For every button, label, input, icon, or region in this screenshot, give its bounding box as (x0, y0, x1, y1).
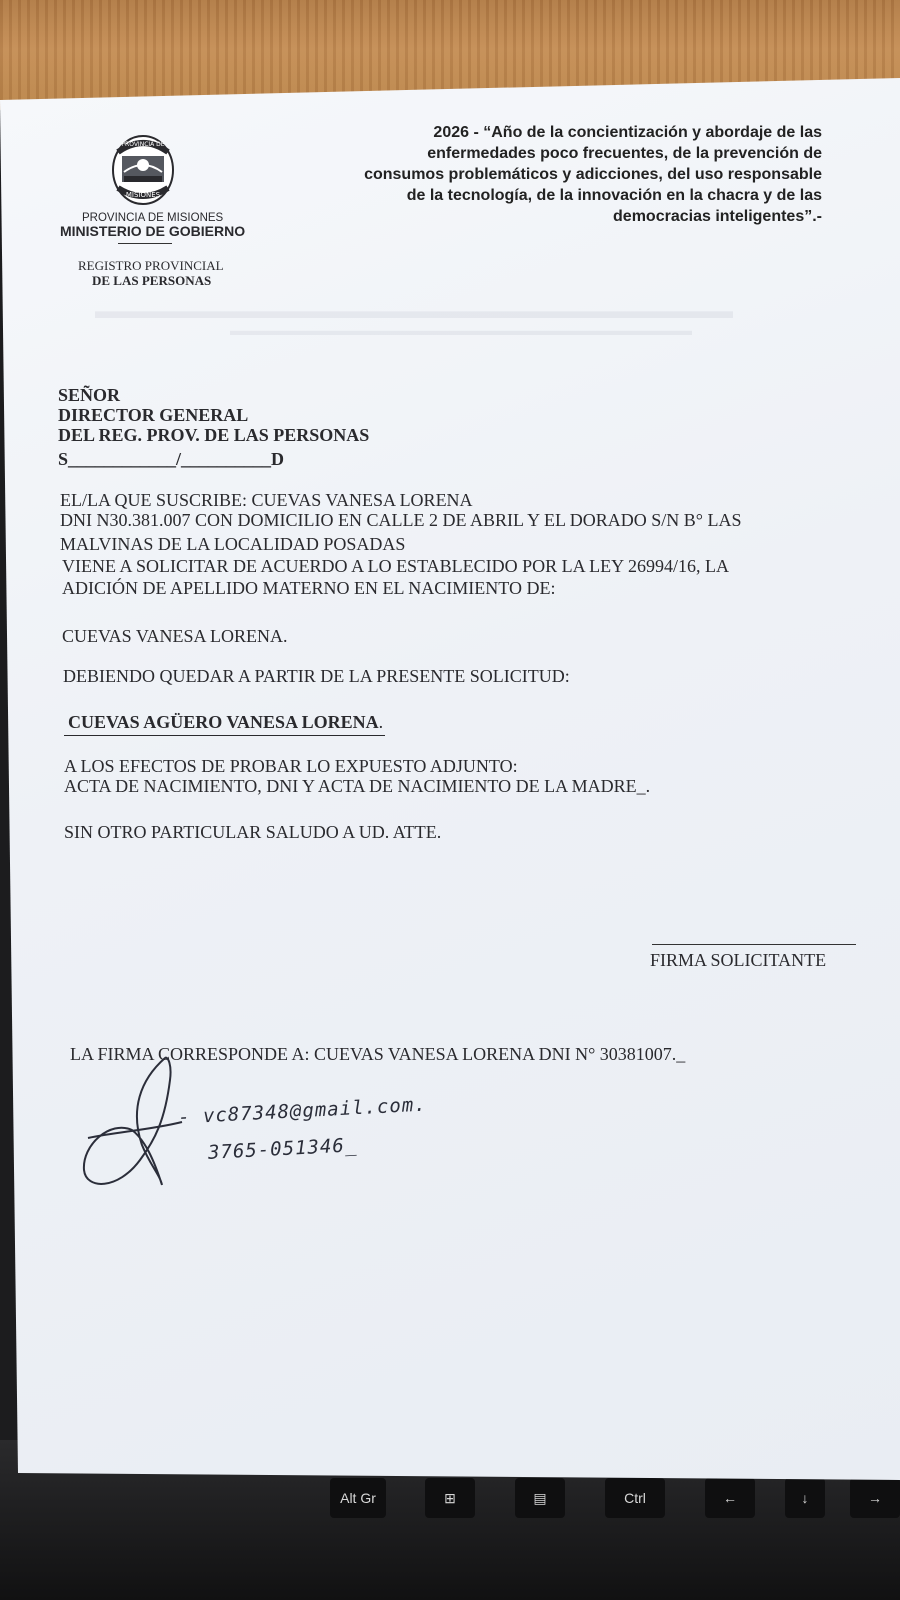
show-through-text: ▬▬▬▬▬▬▬▬▬▬▬▬▬▬▬▬▬▬▬▬▬▬▬▬▬▬▬▬▬▬▬▬▬ (230, 322, 692, 338)
key-altgr: Alt Gr (330, 1478, 386, 1518)
signature-label: FIRMA SOLICITANTE (650, 950, 827, 970)
addressee-line4: S____________/__________D (58, 449, 285, 469)
body-line: EL/LA QUE SUSCRIBE: CUEVAS VANESA LORENA (60, 490, 473, 510)
year-motto-line: consumos problemáticos y adicciones, del uso responsable (364, 166, 822, 183)
header-divider (118, 243, 172, 244)
year-motto-line: democracias inteligentes”.- (613, 208, 822, 225)
new-name-suffix: . (378, 712, 384, 732)
misiones-crest-logo (110, 132, 176, 206)
body-line: A LOS EFECTOS DE PROBAR LO EXPUESTO ADJUNTO: (64, 756, 518, 776)
province-label: PROVINCIA DE MISIONES (82, 212, 224, 224)
body-line: ACTA DE NACIMIENTO, DNI Y ACTA DE NACIMIENTO DE LA MADRE_. (64, 776, 651, 796)
year-motto-line: 2026 - “Año de la concientización y abordaje de las (433, 124, 822, 141)
closing-line: SIN OTRO PARTICULAR SALUDO A UD. ATTE. (64, 822, 442, 842)
key-ctrl: Ctrl (605, 1478, 665, 1518)
key-left-arrow: ← (705, 1478, 755, 1518)
new-name (64, 712, 385, 736)
body-line: ADICIÓN DE APELLIDO MATERNO EN EL NACIMIENTO DE: (62, 578, 556, 598)
signature-line (652, 944, 856, 945)
body-line: VIENE A SOLICITAR DE ACUERDO A LO ESTABLECIDO POR LA LEY 26994/16, LA (62, 556, 729, 576)
key-windows: ⊞ (425, 1478, 475, 1518)
key-down-arrow: ↓ (785, 1478, 825, 1518)
body-line: DNI N30.381.007 CON DOMICILIO EN CALLE 2 DE ABRIL Y EL DORADO S/N B° LAS (60, 510, 742, 530)
registry-label-line2: DE LAS PERSONAS (92, 273, 212, 288)
year-motto (330, 122, 822, 227)
signature-correspondence: LA FIRMA CORRESPONDE A: CUEVAS VANESA LORENA DNI N° 30381007._ (70, 1044, 686, 1064)
year-motto-line: enfermedades poco frecuentes, de la prevención de (427, 145, 822, 162)
addressee-line1: SEÑOR (58, 385, 121, 405)
body-line: MALVINAS DE LA LOCALIDAD POSADAS (60, 534, 406, 554)
current-name: CUEVAS VANESA LORENA. (62, 626, 288, 646)
addressee-line3: DEL REG. PROV. DE LAS PERSONAS (58, 425, 370, 445)
key-right-arrow: → (850, 1478, 900, 1518)
registry-label-line1: REGISTRO PROVINCIAL (78, 258, 224, 273)
key-menu: ▤ (515, 1478, 565, 1518)
addressee-line2: DIRECTOR GENERAL (58, 405, 249, 425)
crest-top-text: PROVINCIA DE (121, 141, 165, 148)
body-line: DEBIENDO QUEDAR A PARTIR DE LA PRESENTE SOLICITUD: (63, 666, 570, 686)
year-motto-line: de la tecnología, de la innovación en la chacra y de las (406, 187, 822, 204)
show-through-text: ▬▬▬▬▬▬▬▬▬▬▬▬▬▬▬▬▬▬▬▬▬▬▬▬▬▬▬▬▬ (95, 298, 733, 323)
handwritten-email: - vc87348@gmail.com. (177, 1093, 428, 1129)
ministry-label: MINISTERIO DE GOBIERNO (60, 223, 246, 239)
new-name-text: CUEVAS AGÜERO VANESA LORENA (68, 712, 379, 732)
crest-bottom-text: MISIONES (125, 191, 161, 199)
handwritten-phone: 3765-051346_ (207, 1134, 358, 1164)
